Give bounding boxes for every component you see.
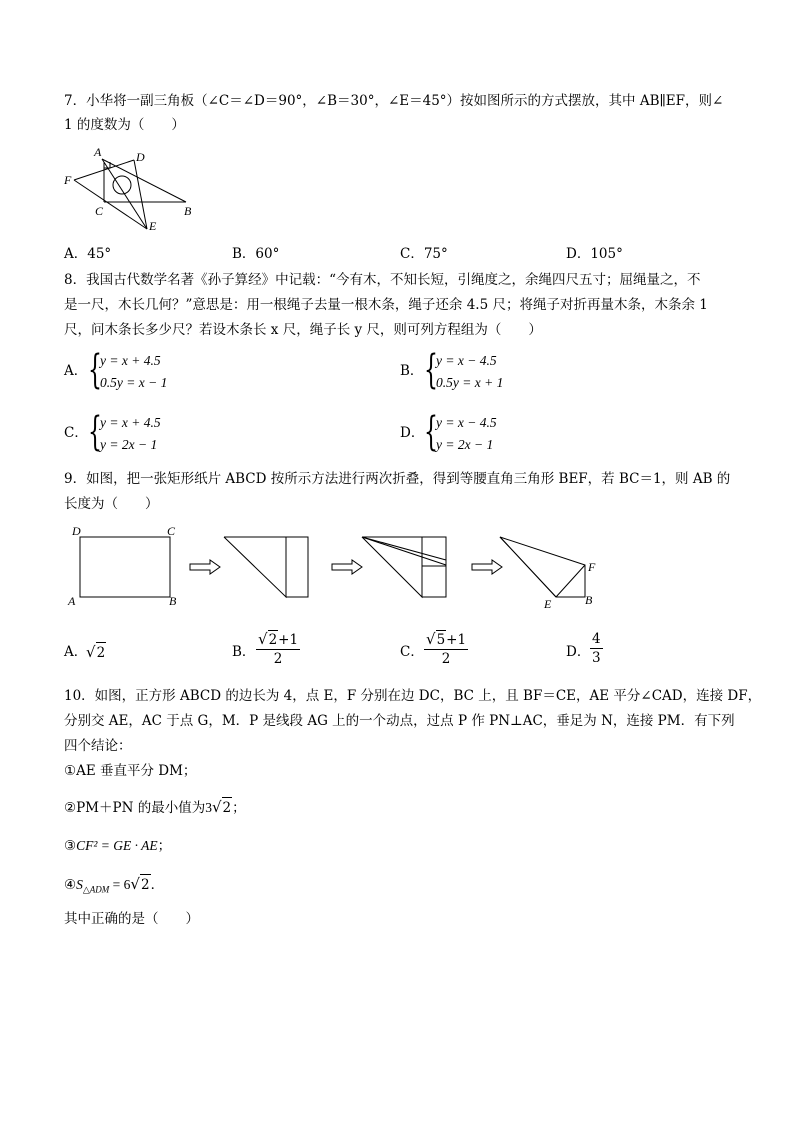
q9-option-d-num: 4	[592, 631, 601, 647]
q7-label-F: F	[64, 173, 72, 187]
q8-option-b-label: B．	[400, 363, 424, 379]
q8-option-d-eq1: y = x − 4.5	[436, 415, 497, 430]
q10-stem-line3: 四个结论：	[64, 738, 132, 754]
q9-option-a-label: A．	[64, 644, 88, 660]
q10-c4-radicand: 2	[140, 874, 151, 895]
q10-c2-coef: 3	[205, 800, 212, 815]
q9-fold-2-crease-a	[362, 537, 446, 565]
q10-c2-post: ；	[232, 800, 246, 816]
q9-option-a-value	[86, 642, 106, 663]
q8-stem-line2: 是一尺，木长几何？”意思是：用一根绳子去量一根木条，绳子还余 4.5 尺；将绳子对折再量木条，木条余 1	[64, 297, 708, 313]
q7-option-b: B．60°	[232, 246, 280, 262]
q9-option-c-den: 2	[441, 651, 451, 667]
q7-option-a: A．45°	[64, 246, 112, 262]
q9-final-hypotenuse	[556, 565, 585, 597]
q8-option-a-eq2: 0.5y = x − 1	[100, 375, 168, 390]
q9-final-shape	[500, 537, 585, 597]
q9-arrow-3	[472, 560, 502, 574]
q8-option-d-eq2: y = 2x − 1	[436, 437, 494, 452]
q9-option-c-radicand: 5	[436, 632, 446, 648]
q9-label-E: E	[544, 597, 552, 611]
q9-option-b-den: 2	[273, 651, 283, 667]
q9-fold-2-triangle	[362, 537, 422, 597]
q9-fold-2-strip	[422, 537, 446, 597]
q10-c3-post: ；	[157, 838, 172, 854]
q9-fold-2-crease-b	[362, 537, 446, 560]
q8-option-c-label: C．	[64, 425, 88, 441]
q7-circle	[113, 176, 131, 194]
q9-label-B-final: B	[585, 593, 593, 607]
q9-fold-1-triangle	[224, 537, 286, 597]
q8-option-c-eq2: y = 2x − 1	[100, 437, 158, 452]
q8-option-a-label: A．	[64, 363, 88, 379]
q10-stem-line2: 分别交 AE，AC 于点 G，M．P 是线段 AG 上的一个动点，过点 P 作 PN⊥AC，垂足为 N，连接 PM．有下列	[64, 713, 735, 729]
q10-conclusion-2	[64, 797, 246, 818]
q8-option-a-eq1: y = x + 4.5	[100, 353, 161, 368]
q10-conclusion-4	[64, 874, 164, 900]
q8-option-b-brace: {	[424, 347, 438, 393]
q9-stem-line2: 长度为（ ）	[64, 496, 159, 512]
q9-option-a-radicand: 2	[96, 642, 107, 663]
q9-label-A: A	[68, 594, 76, 608]
q9-option-c-fraction: $\frac{√5+1}{2}$	[426, 630, 467, 667]
q9-figure	[60, 522, 620, 612]
q8-option-c-eq1: y = x + 4.5	[100, 415, 161, 430]
q9-option-c-num-rest: +1	[446, 632, 467, 648]
q9-option-d-fraction	[590, 630, 603, 667]
q8-option-a-brace: {	[88, 347, 102, 393]
q9-option-b-radicand: 2	[268, 632, 278, 648]
q9-label-D: D	[72, 524, 81, 538]
q9-option-a-radical-sign: √	[86, 643, 96, 661]
q9-option-b-label: B．	[232, 644, 256, 660]
q10-c2-radical-sign: √	[211, 798, 222, 816]
q9-option-c-label: C．	[400, 644, 424, 660]
q8-option-d-brace: {	[424, 409, 438, 455]
q9-option-d-den: 3	[592, 650, 601, 666]
q7-label-D: D	[136, 150, 145, 164]
q9-option-b-num-rest: +1	[278, 632, 299, 648]
q7-option-d: D．105°	[566, 246, 623, 262]
q10-conclusion-1: ①AE 垂直平分 DM；	[64, 763, 197, 779]
q10-stem-line1: 10．如图，正方形 ABCD 的边长为 4，点 E，F 分别在边 DC，BC 上，且 BF＝CE，AE 平分∠CAD，连接 DF，	[64, 688, 762, 704]
q7-label-B: B	[184, 204, 192, 218]
q9-label-C: C	[167, 524, 176, 538]
q7-label-A: A	[94, 145, 102, 159]
q7-figure	[60, 144, 210, 236]
q8-stem-line3: 尺，问木条长多少尺？若设木条长 x 尺，绳子长 y 尺，则可列方程组为（ ）	[64, 322, 542, 338]
q9-label-F: F	[588, 560, 596, 574]
q9-fold-1-strip	[286, 537, 308, 597]
q10-c4-pre: ④	[64, 877, 77, 893]
q10-c2-radicand: 2	[222, 797, 233, 818]
q10-c4-s: S	[76, 877, 83, 892]
q10-c4-radical-sign: √	[130, 875, 140, 893]
q10-c3-expr: CF² = GE · AE	[76, 838, 158, 853]
q10-c2-text: ②PM＋PN 的最小值为	[64, 800, 206, 816]
q9-arrow-1	[190, 560, 220, 574]
q8-option-b-eq1: y = x − 4.5	[436, 353, 497, 368]
q10-conclusion-3	[64, 836, 171, 856]
q7-label-C: C	[95, 204, 104, 218]
q9-option-d-label: D．	[566, 644, 591, 660]
q10-c4-eq: = 6	[109, 877, 131, 892]
q9-rectangle	[80, 537, 170, 597]
q10-final-prompt: 其中正确的是（ ）	[64, 911, 199, 927]
q9-stem-line1: 9．如图，把一张矩形纸片 ABCD 按所示方法进行两次折叠，得到等腰直角三角形 BEF，若 BC＝1，则 AB 的	[64, 471, 731, 487]
q7-stem-line2: 1 的度数为（ ）	[64, 117, 185, 133]
q8-option-b-eq2: 0.5y = x + 1	[436, 375, 504, 390]
q9-label-B: B	[169, 594, 177, 608]
q8-stem-line1: 8．我国古代数学名著《孙子算经》中记载：“今有木，不知长短，引绳度之，余绳四尺五寸；屈绳量之，不	[64, 272, 701, 288]
q9-option-b-fraction: $\frac{√2+1}{2}$	[258, 630, 299, 667]
q7-label-E: E	[149, 219, 157, 233]
q7-stem-line1: 7．小华将一副三角板（∠C＝∠D＝90°，∠B＝30°，∠E＝45°）按如图所示的方式摆放，其中 AB∥EF，则∠	[64, 93, 724, 109]
q8-option-d-label: D．	[400, 425, 425, 441]
q8-option-c-brace: {	[88, 409, 102, 455]
q9-arrow-2	[332, 560, 362, 574]
q7-option-c: C．75°	[400, 246, 448, 262]
q7-edge-FE	[74, 180, 147, 229]
q10-c4-post: ．	[150, 877, 165, 893]
q10-c3-pre: ③	[64, 838, 77, 854]
q10-c4-sub: △ADM	[82, 884, 110, 895]
